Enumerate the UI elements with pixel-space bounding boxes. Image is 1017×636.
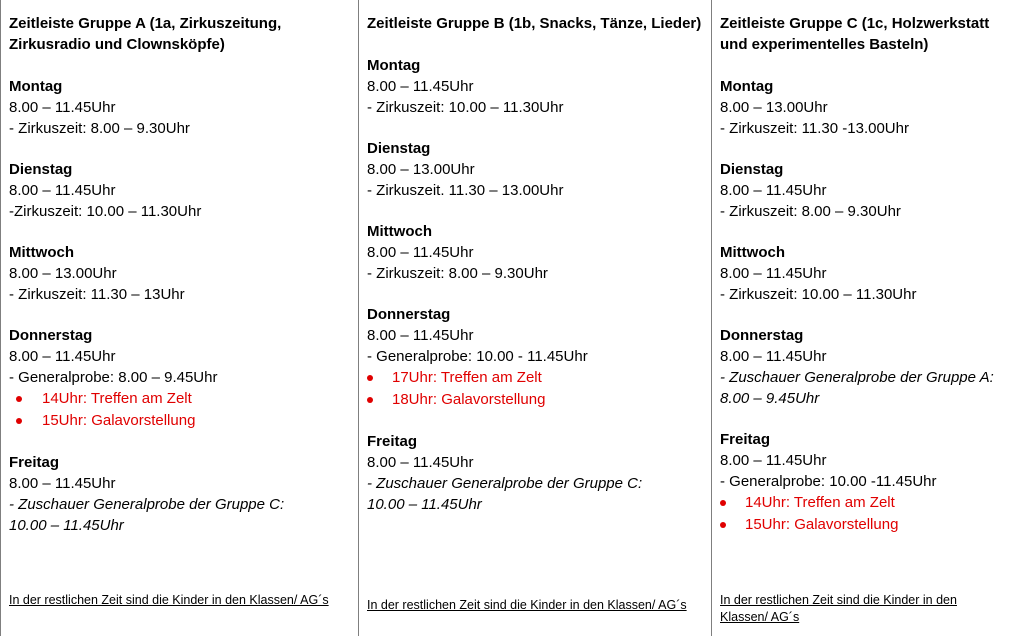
time-line: - Zirkuszeit. 11.30 – 13.00Uhr [367, 182, 564, 199]
day-name: Dienstag [720, 161, 784, 178]
highlight-item: 15Uhr: Galavorstellung [9, 410, 356, 432]
day-name: Mittwoch [367, 223, 432, 240]
day-block-mittwoch [9, 242, 356, 305]
time-line: - Zirkuszeit: 10.00 – 11.30Uhr [720, 286, 917, 303]
time-line: 8.00 – 11.45Uhr [367, 454, 474, 471]
day-block-dienstag [720, 159, 1015, 222]
day-block-donnerstag [367, 304, 709, 411]
time-line: 8.00 – 11.45Uhr [9, 182, 116, 199]
time-line: 8.00 – 11.45Uhr [367, 327, 474, 344]
time-line: 8.00 – 11.45Uhr [9, 99, 116, 116]
day-name: Montag [720, 78, 774, 95]
spectator-note: - Zuschauer Generalprobe der Gruppe C: [367, 475, 643, 492]
day-name: Dienstag [367, 140, 431, 157]
time-line: 8.00 – 11.45Uhr [720, 265, 827, 282]
group-a-title: Zeitleiste Gruppe A (1a, Zirkuszeitung, Zirkusradio und Clownsköpfe) [9, 15, 282, 53]
time-line: - Zirkuszeit: 10.00 – 11.30Uhr [367, 99, 564, 116]
day-name: Mittwoch [720, 244, 785, 261]
time-line: - Generalprobe: 10.00 -11.45Uhr [720, 473, 937, 490]
highlight-item: 18Uhr: Galavorstellung [367, 389, 709, 411]
day-block-freitag [720, 429, 1015, 536]
group-b-title: Zeitleiste Gruppe B (1b, Snacks, Tänze, Lieder) [367, 15, 702, 32]
group-c-title: Zeitleiste Gruppe C (1c, Holzwerkstatt und experimentelles Basteln) [720, 15, 990, 53]
day-name: Freitag [720, 431, 771, 448]
group-a-column [0, 0, 358, 636]
spectator-note: - Zuschauer Generalprobe der Gruppe A: [720, 369, 994, 386]
time-line: -Zirkuszeit: 10.00 – 11.30Uhr [9, 203, 202, 220]
day-name: Mittwoch [9, 244, 74, 261]
day-name: Donnerstag [720, 327, 804, 344]
day-block-freitag [367, 431, 709, 515]
time-line: 8.00 – 11.45Uhr [9, 475, 116, 492]
time-line: - Zirkuszeit: 11.30 – 13Uhr [9, 286, 185, 303]
time-line: - Generalprobe: 8.00 – 9.45Uhr [9, 369, 218, 386]
day-block-donnerstag [9, 325, 356, 432]
highlight-item: 14Uhr: Treffen am Zelt [9, 388, 356, 410]
footer-note: In der restlichen Zeit sind die Kinder in den Klassen/ AG´s [9, 593, 329, 607]
spectator-note: - Zuschauer Generalprobe der Gruppe C: [9, 496, 285, 513]
day-block-donnerstag [720, 325, 1015, 409]
day-block-freitag [9, 452, 356, 536]
highlight-list [9, 388, 356, 432]
day-name: Montag [367, 57, 421, 74]
time-line: 8.00 – 11.45Uhr [9, 348, 116, 365]
spectator-time: 10.00 – 11.45Uhr [9, 517, 124, 534]
time-line: - Zirkuszeit: 8.00 – 9.30Uhr [9, 120, 190, 137]
group-b-column [358, 0, 711, 636]
time-line: 8.00 – 13.00Uhr [9, 265, 117, 282]
time-line: - Zirkuszeit: 11.30 -13.00Uhr [720, 120, 909, 137]
day-name: Montag [9, 78, 63, 95]
day-block-dienstag [367, 138, 709, 201]
time-line: - Zirkuszeit: 8.00 – 9.30Uhr [367, 265, 548, 282]
time-line: 8.00 – 13.00Uhr [367, 161, 475, 178]
day-block-mittwoch [367, 221, 709, 284]
day-block-mittwoch [720, 242, 1015, 305]
time-line: 8.00 – 11.45Uhr [720, 452, 827, 469]
time-line: 8.00 – 11.45Uhr [720, 182, 827, 199]
spectator-time: 8.00 – 9.45Uhr [720, 390, 820, 407]
day-name: Freitag [9, 454, 60, 471]
highlight-item: 14Uhr: Treffen am Zelt [720, 492, 1015, 514]
time-line: 8.00 – 11.45Uhr [720, 348, 827, 365]
day-name: Donnerstag [367, 306, 451, 323]
day-name: Freitag [367, 433, 418, 450]
day-block-dienstag [9, 159, 356, 222]
group-c-column [711, 0, 1017, 636]
day-name: Dienstag [9, 161, 73, 178]
highlight-item: 17Uhr: Treffen am Zelt [367, 367, 709, 389]
time-line: 8.00 – 11.45Uhr [367, 244, 474, 261]
day-name: Donnerstag [9, 327, 93, 344]
day-block-montag [9, 76, 356, 139]
time-line: 8.00 – 13.00Uhr [720, 99, 828, 116]
day-block-montag [720, 76, 1015, 139]
day-block-montag [367, 55, 709, 118]
time-line: 8.00 – 11.45Uhr [367, 78, 474, 95]
time-line: - Generalprobe: 10.00 - 11.45Uhr [367, 348, 588, 365]
spectator-time: 10.00 – 11.45Uhr [367, 496, 482, 513]
highlight-item: 15Uhr: Galavorstellung [720, 514, 1015, 536]
highlight-list [367, 367, 709, 411]
time-line: - Zirkuszeit: 8.00 – 9.30Uhr [720, 203, 901, 220]
footer-note: In der restlichen Zeit sind die Kinder in den Klassen/ AG´s [720, 593, 957, 624]
footer-note: In der restlichen Zeit sind die Kinder in den Klassen/ AG´s [367, 598, 687, 612]
highlight-list [720, 492, 1015, 536]
